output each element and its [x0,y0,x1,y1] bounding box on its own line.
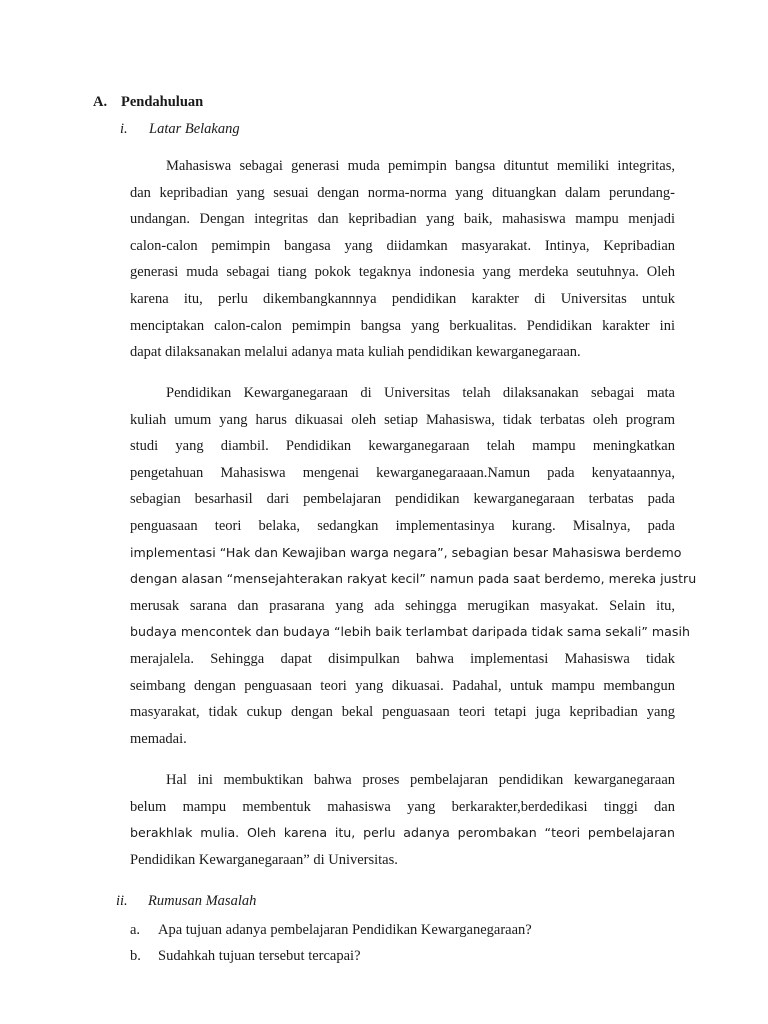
section-heading [93,93,203,111]
list-item-text: Sudahkah tujuan tersebut tercapai? [158,948,361,964]
paragraph-line: menciptakan calon-calon pemimpin bangsa yang berkualitas. Pendidikan karakter ini [130,317,675,334]
paragraph-line: budaya mencontek dan budaya “lebih baik terlambat daripada tidak sama sekali” masih [130,624,690,640]
subsection-title: Rumusan Masalah [148,893,257,909]
paragraph-line: Pendidikan Kewarganegaraan” di Universitas. [130,851,398,868]
subsection-number: i. [120,121,128,137]
paragraph-line: merusak sarana dan prasarana yang ada sehingga merugikan masyakat. Selain itu, [130,597,675,614]
list-item [130,917,532,943]
subsection-heading-problem [116,892,256,910]
list-item-letter: b. [130,948,141,964]
list-item [130,943,532,969]
paragraph-line: calon-calon pemimpin bangasa yang diidamkan masyarakat. Intinya, Kepribadian [130,237,675,254]
subsection-heading-background [120,120,240,138]
paragraph-line: seimbang dengan penguasaan teori yang dikuasai. Padahal, untuk mampu membangun [130,677,675,694]
paragraph-line: sebagian besarhasil dari pembelajaran pendidikan kewarganegaraan terbatas pada [130,491,675,508]
paragraph-line: studi yang diambil. Pendidikan kewarganegaraan telah mampu meningkatkan [130,438,675,455]
paragraph-line: belum mampu membentuk mahasiswa yang berkarakter,berdedikasi tinggi dan [130,798,675,815]
paragraph-line: dengan alasan “mensejahterakan rakyat kecil” namun pada saat berdemo, mereka justru [130,571,697,587]
paragraph-line: merajalela. Sehingga dapat disimpulkan bahwa implementasi Mahasiswa tidak [130,650,675,667]
paragraph-line: Mahasiswa sebagai generasi muda pemimpin bangsa dituntut memiliki integritas, [166,158,675,174]
paragraph-line: berakhlak mulia. Oleh karena itu, perlu adanya perombakan “teori pembelajaran [130,825,675,841]
paragraph-line: memadai. [130,730,187,747]
paragraph-line: dan kepribadian yang sesuai dengan norma-norma yang dituangkan dalam perundang- [130,184,675,201]
question-list [130,917,532,969]
paragraph-2 [130,380,697,752]
paragraph-line: dapat dilaksanakan melalui adanya mata kuliah pendidikan kewarganegaraan. [130,344,581,361]
paragraph-line: penguasaan teori belaka, sedangkan implementasinya kurang. Misalnya, pada [130,517,675,534]
paragraph-line: Hal ini membuktikan bahwa proses pembelajaran pendidikan kewarganegaraan [166,772,675,788]
list-item-letter: a. [130,922,141,938]
section-letter: A. [93,94,108,110]
paragraph-line: generasi muda sebagai tiang pokok tegaknya indonesia yang merdeka seutuhnya. Oleh [130,264,675,281]
paragraph-line: pengetahuan Mahasiswa mengenai kewarganegaraaan.Namun pada kenyataannya, [130,464,675,481]
paragraph-line: implementasi “Hak dan Kewajiban warga negara”, sebagian besar Mahasiswa berdemo [130,544,682,560]
subsection-title: Latar Belakang [149,121,240,137]
list-item-text: Apa tujuan adanya pembelajaran Pendidikan Kewarganegaraan? [158,922,532,938]
paragraph-line: undangan. Dengan integritas dan kepribadian yang baik, mahasiswa mampu menjadi [130,211,675,228]
paragraph-line: kuliah umum yang harus dikuasai oleh setiap Mahasiswa, tidak terbatas oleh program [130,411,675,428]
paragraph-1 [130,153,675,366]
paragraph-3 [130,767,675,873]
paragraph-line: karena itu, perlu dikembangkannnya pendidikan karakter di Universitas untuk [130,290,675,307]
paragraph-line: Pendidikan Kewarganegaraan di Universitas telah dilaksanakan sebagai mata [166,385,675,401]
subsection-number: ii. [116,893,128,909]
paragraph-line: masyarakat, tidak cukup dengan bekal penguasaan teori tetapi juga kepribadian yang [130,704,675,721]
section-title: Pendahuluan [121,94,204,110]
